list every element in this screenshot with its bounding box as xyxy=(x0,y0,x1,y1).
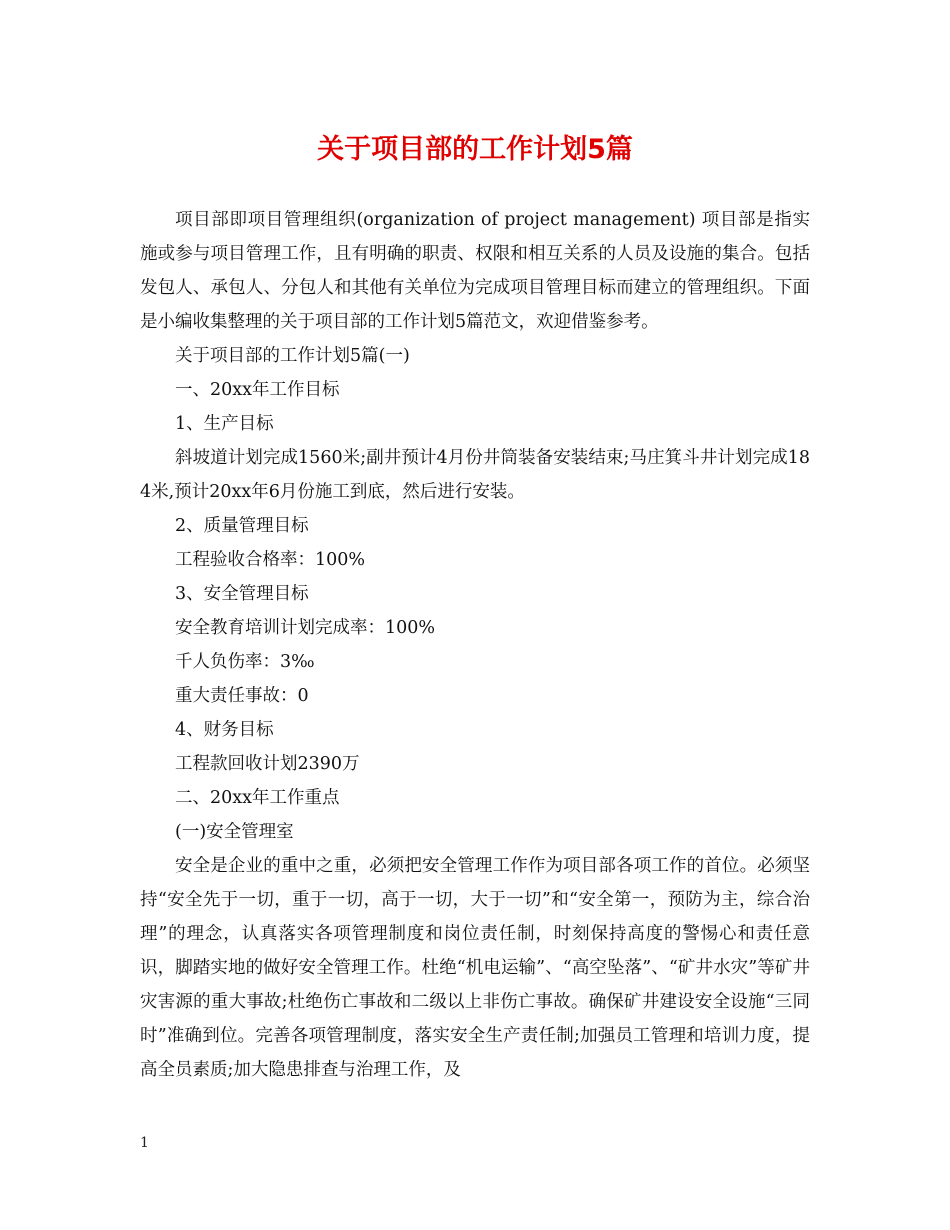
subsection-heading: 3、安全管理目标 xyxy=(175,584,309,604)
subsection-heading: 1、生产目标 xyxy=(175,414,274,434)
section-heading: 一、20xx年工作目标 xyxy=(175,380,340,400)
paragraph: 重大责任事故：0 xyxy=(175,686,309,706)
document-body xyxy=(140,203,810,1087)
section-heading: 二、20xx年工作重点 xyxy=(175,788,340,808)
paragraph: 安全教育培训计划完成率：100% xyxy=(175,618,436,638)
paragraph: 关于项目部的工作计划5篇(一) xyxy=(175,346,410,366)
paragraph: 工程款回收计划2390万 xyxy=(175,754,360,774)
subsection-heading: (一)安全管理室 xyxy=(175,822,294,842)
paragraph: 安全是企业的重中之重，必须把安全管理工作作为项目部各项工作的首位。必须坚持“安全先于一切，重于一切，高于一切，大于一切”和“安全第一，预防为主，综合治理”的理念，认真落实各项管理制度和岗位责任制，时刻保持高度的警惕心和责任意识，脚踏实地的做好安全管理工作。杜绝“机电运输”、“高空坠落”、“矿井水灾”等矿井灾害源的重大事故;杜绝伤亡事故和二级以上非伤亡事故。确保矿井建设安全设施“三同时”准确到位。完善各项管理制度，落实安全生产责任制;加强员工管理和培训力度，提高全员素质;加大隐患排查与治理工作，及 xyxy=(140,856,810,1080)
paragraph: 项目部即项目管理组织(organization of project management) 项目部是指实施或参与项目管理工作，且有明确的职责、权限和相互关系的人员及设施的集合。包括发包人、承包人、分包人和其他有关单位为完成项目管理目标而建立的管理组织。下面是小编收集整理的关于项目部的工作计划5篇范文，欢迎借鉴参考。 xyxy=(140,210,810,332)
subsection-heading: 4、财务目标 xyxy=(175,720,274,740)
paragraph: 工程验收合格率：100% xyxy=(175,550,366,570)
page-number: 1 xyxy=(140,1135,149,1151)
subsection-heading: 2、质量管理目标 xyxy=(175,516,309,536)
document-title: 关于项目部的工作计划5篇 xyxy=(317,134,633,165)
paragraph: 千人负伤率：3‰ xyxy=(175,652,315,672)
paragraph: 斜坡道计划完成1560米;副井预计4月份井筒装备安装结束;马庄箕斗井计划完成184米,预计20xx年6月份施工到底，然后进行安装。 xyxy=(140,448,810,502)
